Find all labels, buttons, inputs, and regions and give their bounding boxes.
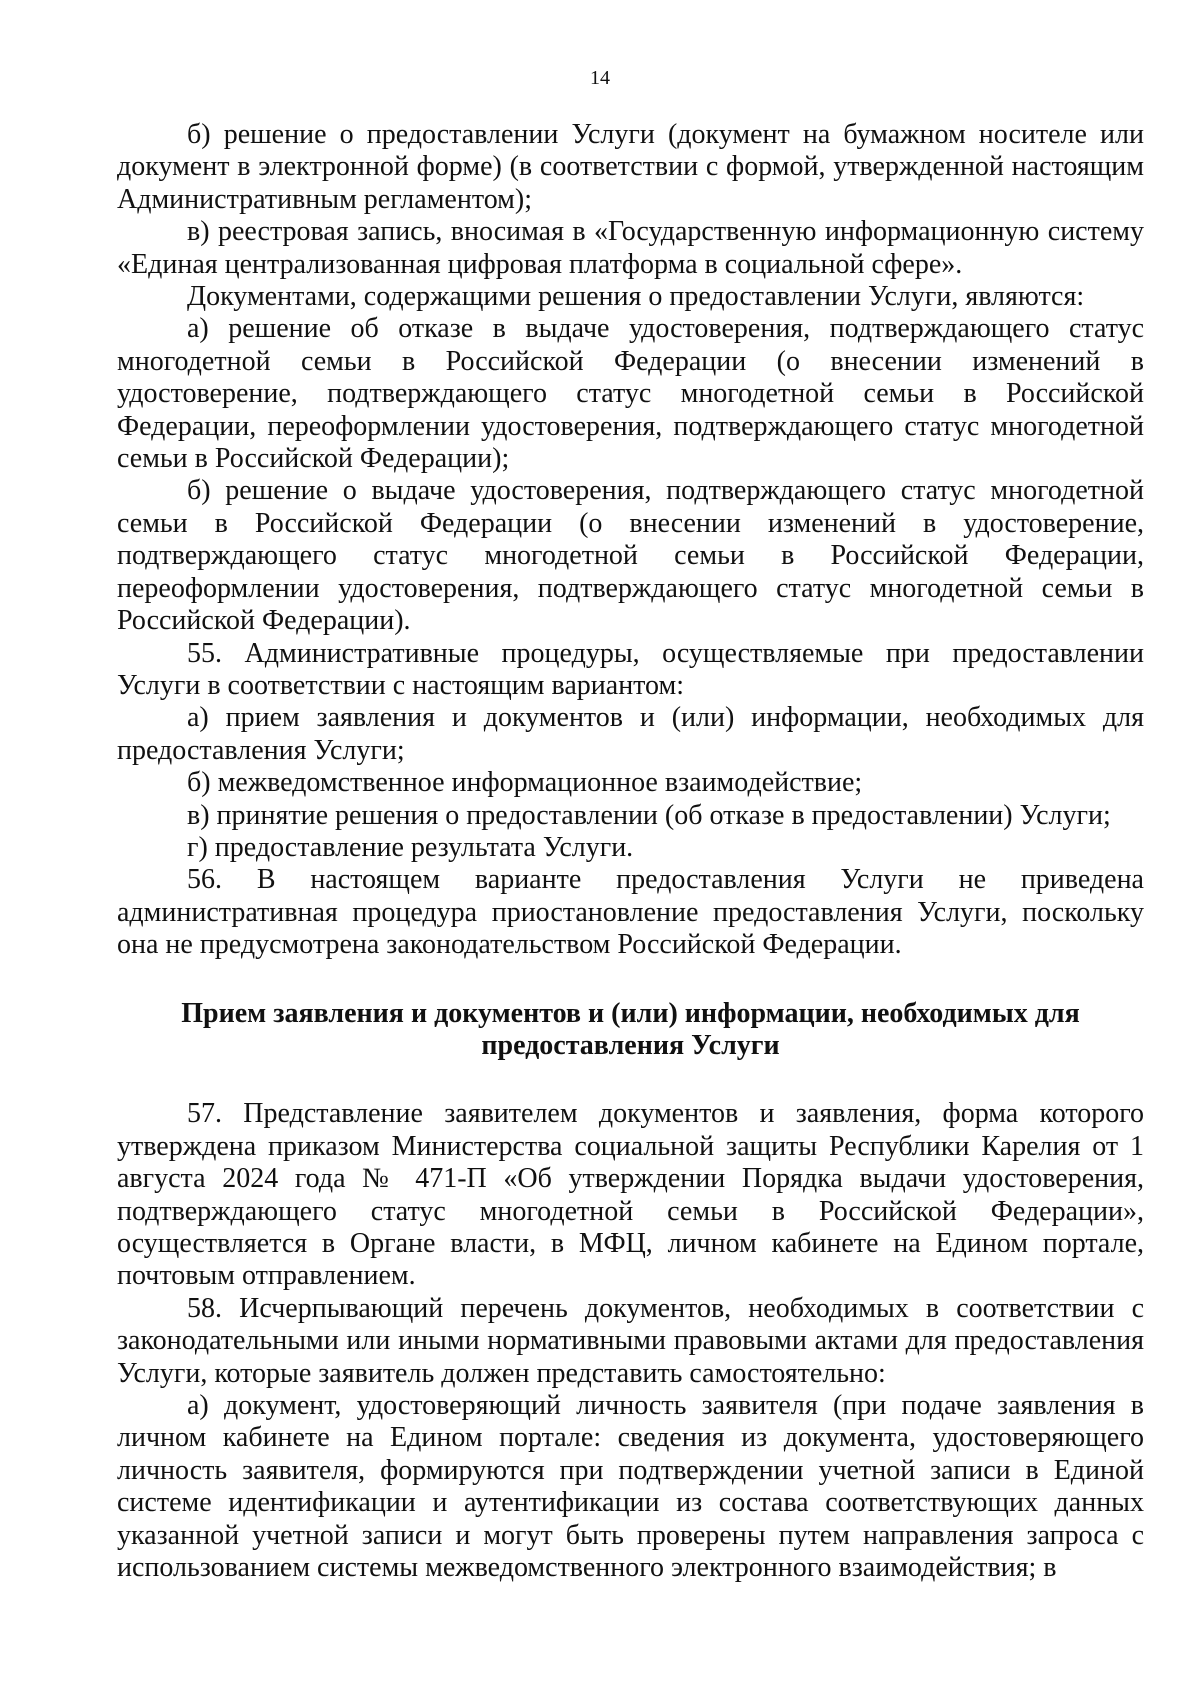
paragraph-result-b: б) решение о предоставлении Услуги (документ на бумажном носителе или документ в электронной форме) (в соответствии с формой, утвержденной настоящим Административным регламентом); xyxy=(117,119,1144,215)
section-heading xyxy=(117,998,1144,1063)
paragraph-58: 58. Исчерпывающий перечень документов, необходимых в соответствии с законодательными или иными нормативными правовыми актами для предоставления Услуги, которые заявитель должен представить самостоятельно: xyxy=(117,1292,1144,1389)
section-heading-line-2: предоставления Услуги xyxy=(481,1029,780,1061)
paragraph-decision-docs: Документами, содержащими решения о предоставлении Услуги, являются: xyxy=(187,281,1085,313)
document-body xyxy=(117,119,1144,1584)
section-heading-line-1: Прием заявления и документов и (или) информации, необходимых для xyxy=(181,997,1080,1029)
paragraph-56: 56. В настоящем варианте предоставления Услуги не приведена административная процедура приостановление предоставления Услуги, поскольку она не предусмотрена законодательством Российской Федерации. xyxy=(117,864,1144,961)
paragraph-58-a: а) документ, удостоверяющий личность заявителя (при подаче заявления в личном кабинете на Едином портале: сведения из документа, удостоверяющего личность заявителя, формируются при подтверждении учетной записи в Единой системе идентификации и аутентификации из состава соответствующих данных указанной учетной записи и могут быть проверены путем направления запроса с использованием системы межведомственного электронного взаимодействия; в xyxy=(117,1390,1144,1584)
paragraph-55-a: а) прием заявления и документов и (или) информации, необходимых для предоставления Услуги; xyxy=(117,702,1144,766)
paragraph-55: 55. Административные процедуры, осуществляемые при предоставлении Услуги в соответствии с настоящим вариантом: xyxy=(117,637,1144,701)
paragraph-result-v: в) реестровая запись, вносимая в «Государственную информационную систему «Единая централизованная цифровая платформа в социальной сфере». xyxy=(117,216,1144,280)
paragraph-55-g: г) предоставление результата Услуги. xyxy=(187,831,634,863)
paragraph-decision-a: а) решение об отказе в выдаче удостоверения, подтверждающего статус многодетной семьи в Российской Федерации (о внесении изменений в удостоверение, подтверждающего статус многодетной семьи в Российской Федерации, переоформлении удостоверения, подтверждающего статус многодетной семьи в Российской Федерации); xyxy=(117,313,1144,475)
paragraph-57: 57. Представление заявителем документов и заявления, форма которого утверждена приказом Министерства социальной защиты Республики Карелия от 1 августа 2024 года № 471-П «Об утверждении Порядка выдачи удостоверения, подтверждающего статус многодетной семьи в Российской Федерации», осуществляется в Органе власти, в МФЦ, личном кабинете на Едином портале, почтовым отправлением. xyxy=(117,1098,1144,1292)
page-number: 14 xyxy=(590,67,610,89)
paragraph-55-v: в) принятие решения о предоставлении (об отказе в предоставлении) Услуги; xyxy=(187,799,1111,831)
paragraph-55-b: б) межведомственное информационное взаимодействие; xyxy=(187,767,863,799)
paragraph-decision-b: б) решение о выдаче удостоверения, подтверждающего статус многодетной семьи в Российской Федерации (о внесении изменений в удостоверение, подтверждающего статус многодетной семьи в Российской Федерации, переоформлении удостоверения, подтверждающего статус многодетной семьи в Российской Федерации). xyxy=(117,475,1144,637)
